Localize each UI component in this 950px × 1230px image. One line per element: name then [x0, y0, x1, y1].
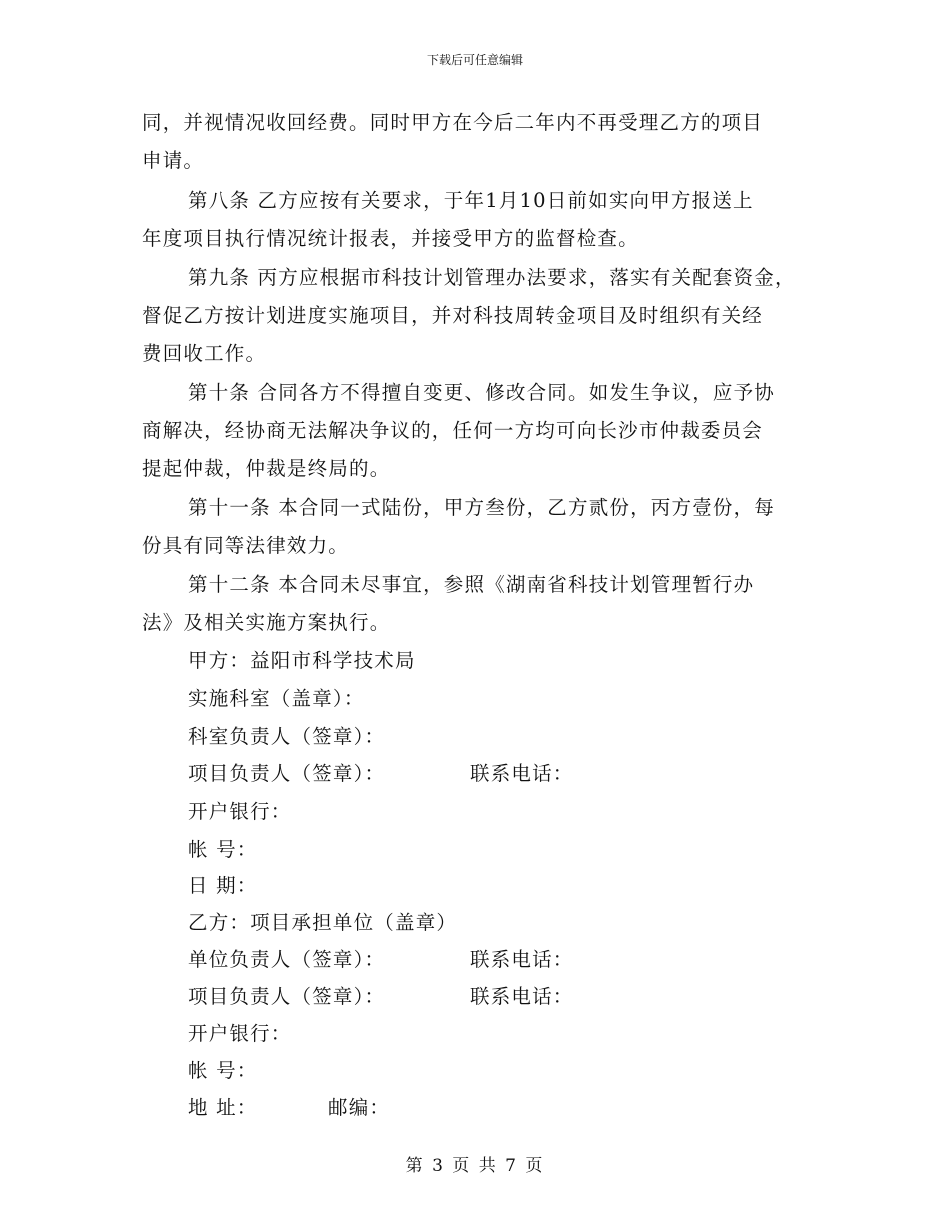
- party-a-project-phone: 联系电话：: [470, 762, 574, 785]
- article-9-line-3: 费回收工作。: [142, 342, 267, 365]
- page-number: 第 3 页 共 7 页: [405, 1156, 545, 1176]
- page-header: 下载后可任意编辑: [426, 53, 523, 67]
- party-a-bank: 开户银行：: [188, 800, 292, 823]
- party-b-address: 地 址：: [188, 1096, 258, 1119]
- article-11-line-2: 份具有同等法律效力。: [142, 534, 350, 557]
- party-b-title: 乙方：项目承担单位（盖章）: [188, 911, 458, 934]
- article-11-line-1: 第十一条 本合同一式陆份，甲方叁份，乙方贰份，丙方壹份，每: [188, 496, 775, 519]
- party-b-project-head: 项目负责人（签章）：: [188, 985, 386, 1008]
- party-a-date: 日 期：: [188, 874, 258, 897]
- party-b-bank: 开户银行：: [188, 1022, 292, 1045]
- article-10-line-3: 提起仲裁，仲裁是终局的。: [142, 457, 391, 480]
- party-a-dept-head: 科室负责人（签章）：: [188, 725, 386, 748]
- party-b-account: 帐 号：: [188, 1059, 258, 1082]
- party-b-unit-head: 单位负责人（签章）：: [188, 948, 386, 971]
- party-a-project-head: 项目负责人（签章）：: [188, 762, 386, 785]
- party-a-dept-seal: 实施科室（盖章）：: [188, 687, 365, 710]
- article-12-line-2: 法》及相关实施方案执行。: [142, 611, 391, 634]
- article-10-line-1: 第十条 合同各方不得擅自变更、修改合同。如发生争议，应予协: [188, 381, 775, 404]
- paragraph-line: 申请。: [142, 149, 205, 172]
- party-a-title: 甲方：益阳市科学技术局: [188, 649, 416, 672]
- article-8-line-2: 年度项目执行情况统计报表，并接受甲方的监督检查。: [142, 227, 639, 250]
- article-9-line-2: 督促乙方按计划进度实施项目，并对科技周转金项目及时组织有关经: [142, 304, 764, 327]
- article-10-line-2: 商解决，经协商无法解决争议的，任何一方均可向长沙市仲裁委员会: [142, 419, 764, 442]
- party-b-project-phone: 联系电话：: [470, 985, 574, 1008]
- party-b-unit-phone: 联系电话：: [470, 948, 574, 971]
- paragraph-line: 同，并视情况收回经费。同时甲方在今后二年内不再受理乙方的项目: [142, 111, 764, 134]
- party-b-postcode: 邮编：: [328, 1096, 391, 1119]
- article-9-line-1: 第九条 丙方应根据市科技计划管理办法要求，落实有关配套资金，: [188, 266, 796, 289]
- party-a-account: 帐 号：: [188, 838, 258, 861]
- article-12-line-1: 第十二条 本合同未尽事宜，参照《湖南省科技计划管理暂行办: [188, 573, 755, 596]
- article-8-line-1: 第八条 乙方应按有关要求，于年1月10日前如实向甲方报送上: [188, 189, 754, 212]
